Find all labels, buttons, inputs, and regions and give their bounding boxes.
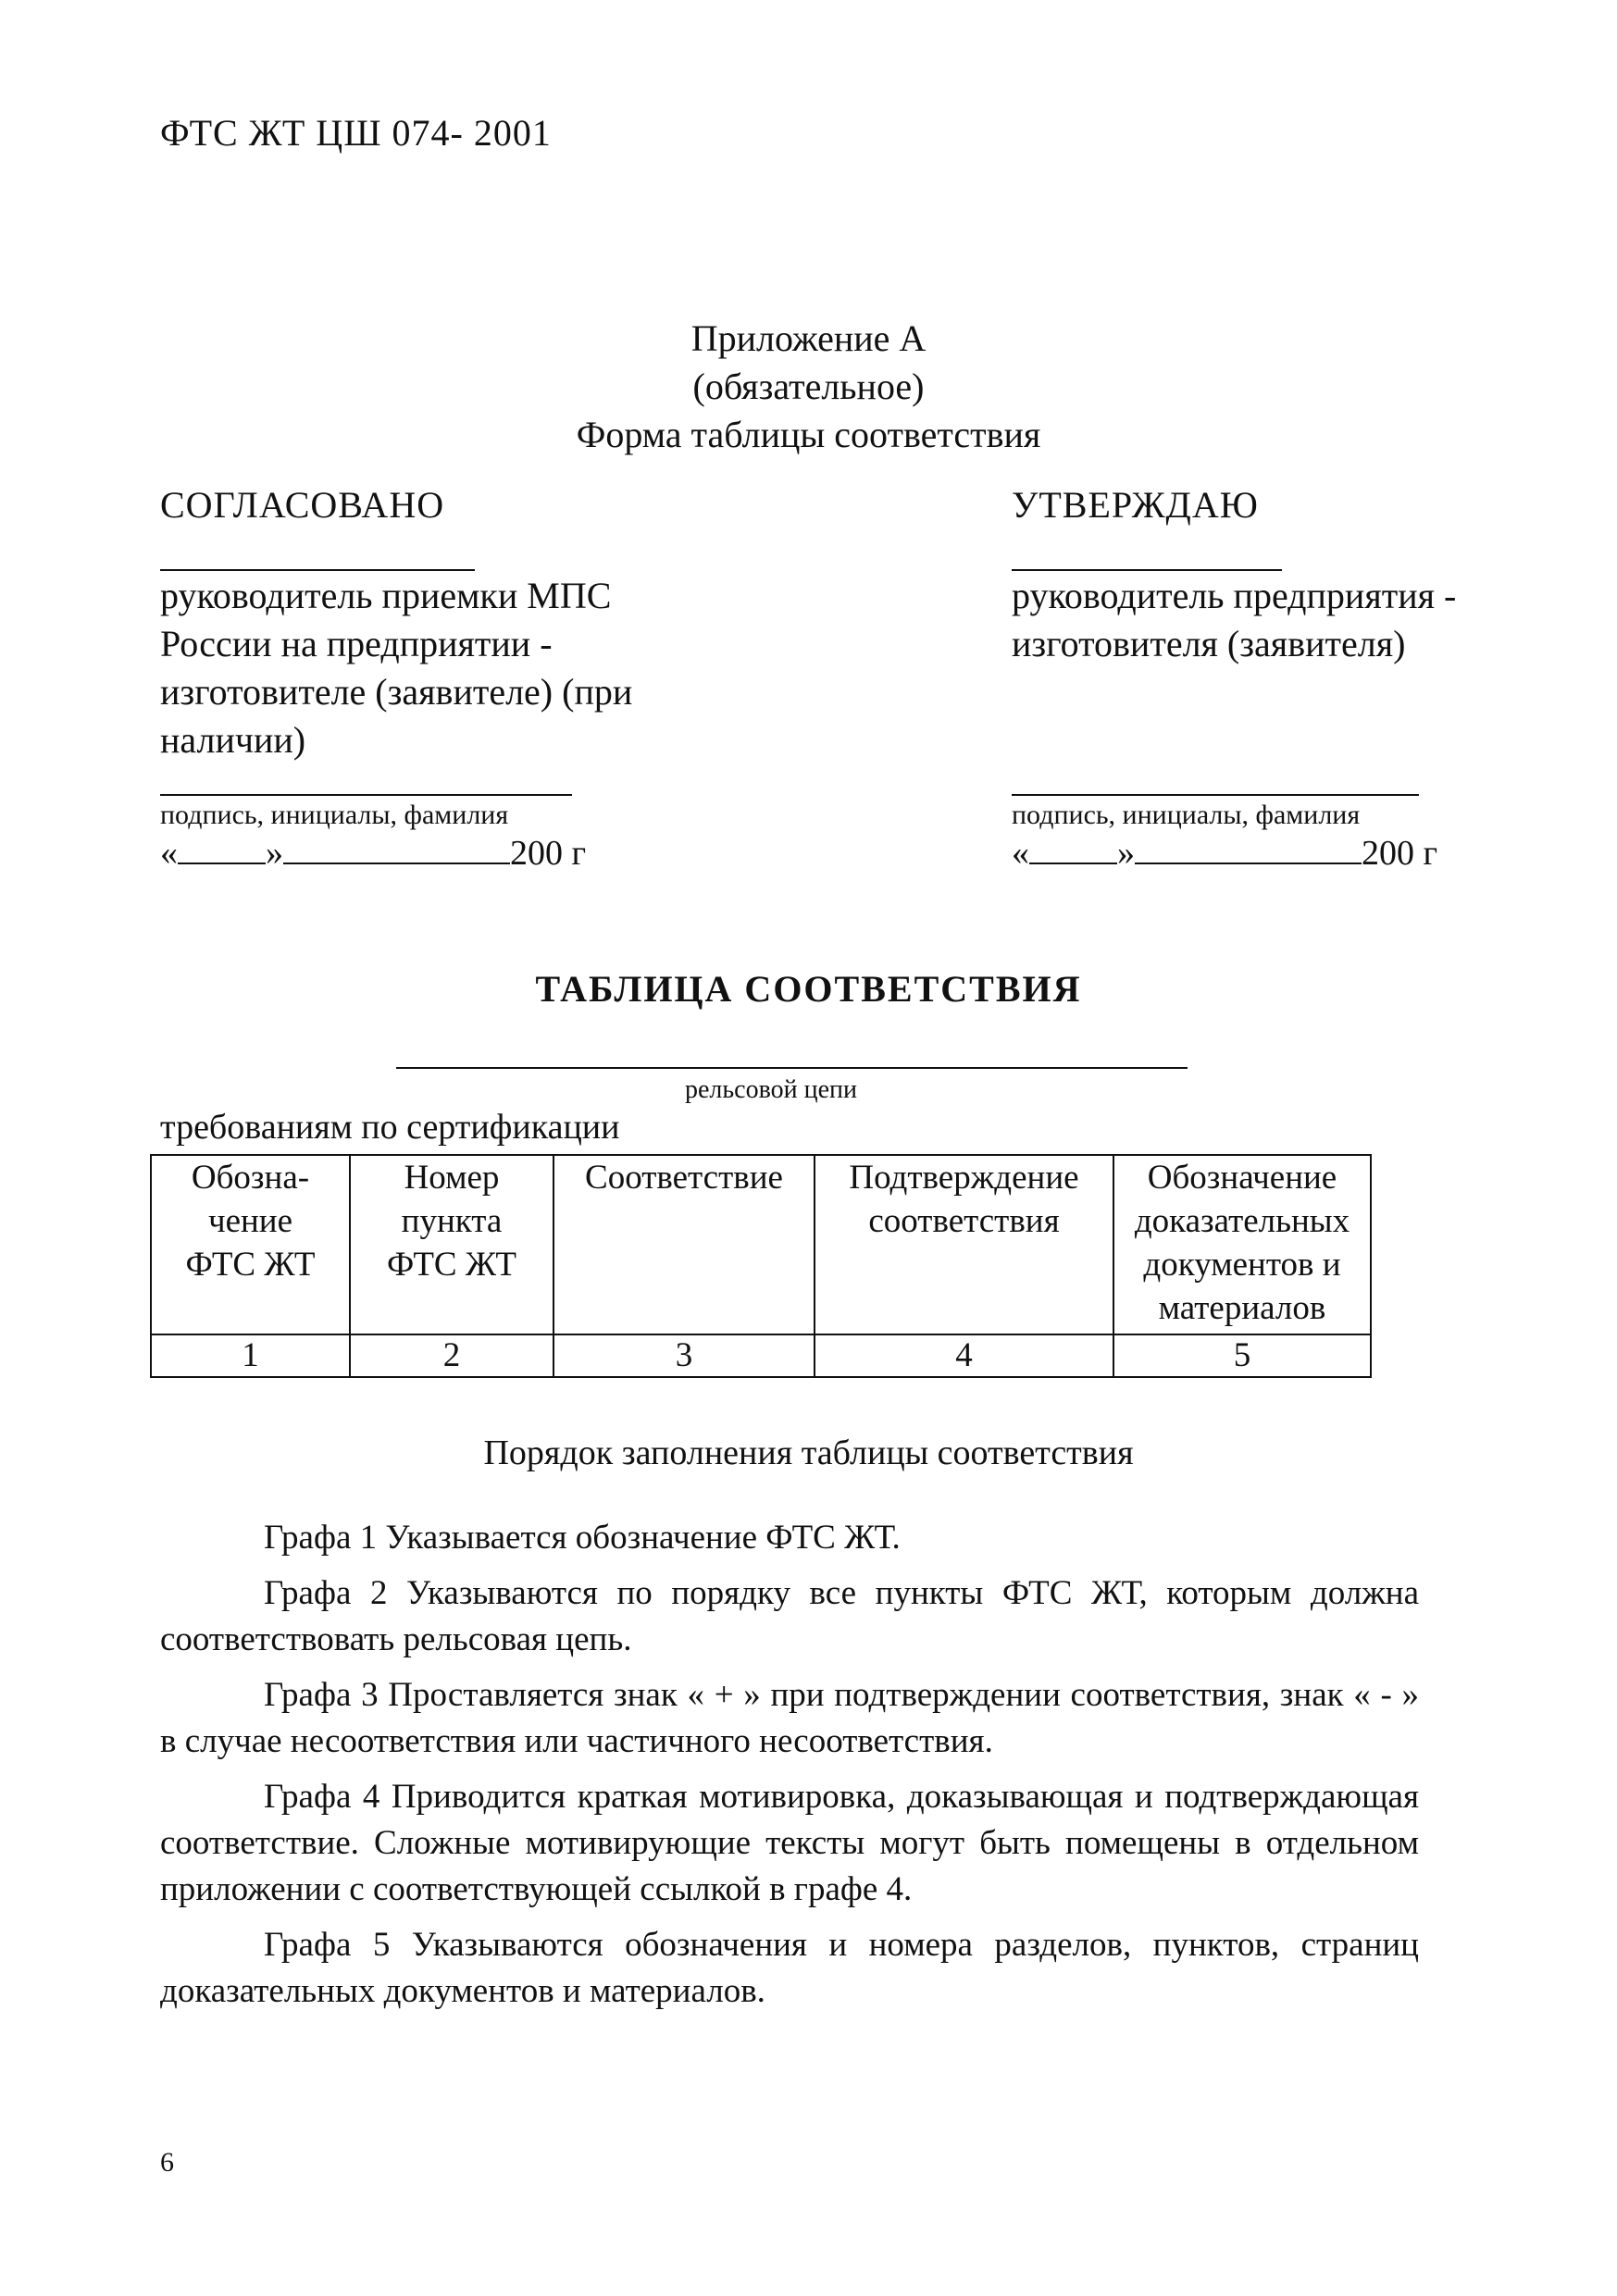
header-cell-clause: Номер пункта ФТС ЖТ [350, 1155, 554, 1334]
column-number: 3 [554, 1334, 815, 1377]
agreed-role: руководитель приемки МПС России на предприятии - изготовителе (заявителе) (при наличии) [160, 575, 633, 761]
header-cell-designation: Обозна- чение ФТС ЖТ [151, 1155, 350, 1334]
appendix-title: Приложение А [690, 317, 927, 359]
table-header-row [151, 1155, 1371, 1334]
procedure-paragraph: Графа 3 Проставляется знак « + » при подтверждении соответствия, знак « - » в случае несоответствия или частичного несоответствия. [160, 1676, 1419, 1760]
approve-year: 200 г [1362, 834, 1438, 873]
column-number: 1 [151, 1334, 350, 1377]
agreed-signature-caption: подпись, инициалы, фамилия [160, 800, 509, 830]
table-title: ТАБЛИЦА СООТВЕТСТВИЯ [535, 968, 1082, 1010]
agreed-role-line [160, 569, 475, 571]
procedure-title: Порядок заполнения таблицы соответствия [483, 1433, 1134, 1472]
header-cell-conformity: Соответствие [554, 1155, 815, 1334]
procedure-paragraph: Графа 1 Указывается обозначение ФТС ЖТ. [264, 1519, 901, 1557]
procedure-paragraph: Графа 4 Приводится краткая мотивировка, доказывающая и подтверждающая соответствие. Сложные мотивирующие тексты могут быть помещены в отдельном приложении с соответствующей ссылкой в графе 4. [160, 1778, 1419, 1908]
date-day-blank [178, 835, 266, 864]
procedure-paragraph: Графа 2 Указываются по порядку все пункты ФТС ЖТ, которым должна соответствовать рельсовая цепь. [160, 1574, 1419, 1658]
table-row [151, 1334, 1371, 1377]
appendix-status: (обязательное) [692, 366, 925, 407]
approve-role: руководитель предприятия - изготовителя (заявителя) [1012, 575, 1457, 664]
date-month-blank [283, 835, 510, 864]
procedure-paragraph: Графа 5 Указываются обозначения и номера разделов, пунктов, страниц доказательных документов и материалов. [160, 1926, 1419, 2010]
object-caption: рельсовой цепи [685, 1075, 857, 1104]
date-day-blank [1029, 835, 1117, 864]
column-number: 5 [1113, 1334, 1371, 1377]
approve-role-line [1012, 569, 1282, 571]
approve-signature-caption: подпись, инициалы, фамилия [1012, 800, 1361, 830]
object-name-line [396, 1067, 1188, 1069]
appendix-subtitle: Форма таблицы соответствия [576, 414, 1041, 455]
appendix-heading [0, 315, 1617, 459]
document-code: ФТС ЖТ ЦШ 074- 2001 [160, 112, 552, 154]
agreed-date: « » 200 г [160, 834, 587, 873]
approve-signature-line [1012, 794, 1419, 796]
procedure-paragraphs [160, 1515, 1419, 2024]
approve-date: « » 200 г [1012, 834, 1438, 873]
header-cell-evidence: Обозначение доказательных документов и материалов [1113, 1155, 1371, 1334]
date-month-blank [1135, 835, 1362, 864]
agreed-heading: СОГЛАСОВАНО [160, 484, 445, 526]
agreed-signature-line [160, 794, 572, 796]
requirements-line: требованиям по сертификации [160, 1108, 620, 1147]
column-number: 2 [350, 1334, 554, 1377]
page-number: 6 [160, 2147, 174, 2178]
conformity-table [150, 1154, 1372, 1378]
header-cell-confirmation: Подтверждение соответствия [815, 1155, 1113, 1334]
agreed-year: 200 г [510, 834, 587, 873]
column-number: 4 [815, 1334, 1113, 1377]
approve-heading: УТВЕРЖДАЮ [1012, 484, 1259, 526]
